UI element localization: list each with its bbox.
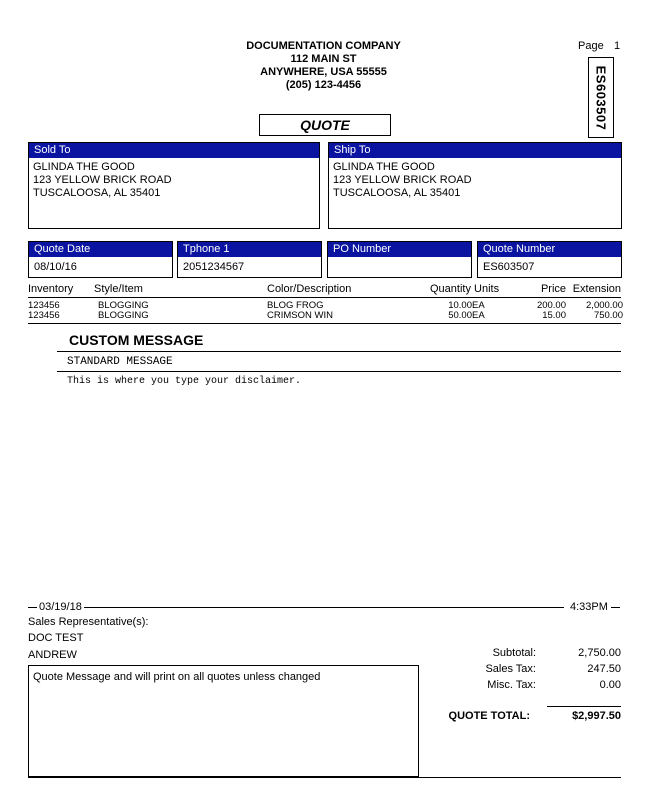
message-rule-top (57, 351, 621, 352)
subtotal-label: Subtotal: (492, 647, 536, 659)
total-rule (547, 706, 621, 707)
col-qty-units: Quantity Units (430, 283, 500, 295)
company-header (0, 40, 647, 92)
footer-rule-left (28, 607, 37, 608)
document-id-box (588, 57, 614, 138)
item-style: BLOGGING (98, 300, 149, 311)
page-number: 1 (614, 40, 621, 52)
document-id-vertical: ES603507 (593, 65, 609, 130)
po-number-box (327, 241, 472, 278)
sold-to-box (28, 142, 320, 229)
phone-label: Tphone 1 (178, 242, 321, 257)
quote-number-label: Quote Number (478, 242, 621, 257)
header-rule (28, 297, 621, 298)
po-number-label: PO Number (328, 242, 471, 257)
phone-box (177, 241, 322, 278)
item-qty: 50.00 (448, 310, 472, 321)
quote-date-label: Quote Date (29, 242, 172, 257)
ship-to-line: GLINDA THE GOOD (333, 161, 435, 173)
sales-tax-value: 247.50 (587, 663, 621, 675)
sold-to-header: Sold To (29, 143, 319, 158)
footer-date: 03/19/18 (39, 601, 82, 613)
item-unit: EA (472, 310, 485, 321)
item-inventory: 123456 (28, 300, 60, 311)
ship-to-address (329, 158, 621, 203)
misc-tax-label: Misc. Tax: (487, 679, 536, 691)
item-extension: 750.00 (593, 310, 623, 321)
sales-rep: ANDREW (28, 649, 77, 661)
col-price: Price (540, 283, 566, 295)
document-title: QUOTE (259, 114, 391, 136)
message-rule-bottom (57, 371, 621, 372)
footer-time: 4:33PM (570, 601, 608, 613)
disclaimer: This is where you type your disclaimer. (67, 376, 302, 387)
company-street: 112 MAIN ST (290, 53, 357, 65)
item-color: CRIMSON WIN (267, 310, 333, 321)
item-price: 200.00 (536, 300, 566, 311)
company-name: DOCUMENTATION COMPANY (246, 40, 401, 52)
quote-total-value: $2,997.50 (572, 710, 621, 722)
po-number-value (328, 257, 471, 263)
item-style: BLOGGING (98, 310, 149, 321)
ship-to-header: Ship To (329, 143, 621, 158)
quote-message-box (28, 665, 419, 777)
col-style: Style/Item (94, 283, 143, 295)
misc-tax-value: 0.00 (599, 679, 621, 691)
quote-number-value: ES603507 (483, 261, 535, 273)
item-price: 15.00 (542, 310, 566, 321)
sold-to-line: GLINDA THE GOOD (33, 161, 135, 173)
col-inventory: Inventory (28, 283, 74, 295)
standard-message: STANDARD MESSAGE (67, 356, 173, 368)
ship-to-line: 123 YELLOW BRICK ROAD (333, 174, 472, 186)
subtotal-value: 2,750.00 (578, 647, 621, 659)
col-extension: Extension (572, 283, 621, 295)
company-phone: (205) 123-4456 (285, 79, 362, 91)
page-label: Page (578, 40, 604, 52)
sales-rep-label: Sales Representative(s): (28, 616, 149, 628)
sold-to-address (29, 158, 319, 203)
item-unit: EA (472, 300, 485, 311)
bottom-rule (28, 777, 621, 778)
ship-to-line: TUSCALOOSA, AL 35401 (333, 187, 461, 199)
items-rule (28, 323, 621, 324)
footer-rule (84, 607, 564, 608)
sold-to-line: 123 YELLOW BRICK ROAD (33, 174, 172, 186)
quote-total-label: QUOTE TOTAL: (448, 710, 530, 722)
company-city: ANYWHERE, USA 55555 (260, 66, 387, 78)
quote-date-value: 08/10/16 (34, 261, 77, 273)
footer-rule-right (611, 607, 620, 608)
quote-message: Quote Message and will print on all quotes unless changed (33, 671, 321, 683)
sales-rep: DOC TEST (28, 632, 84, 644)
quote-date-box (28, 241, 173, 278)
col-color: Color/Description (267, 283, 352, 295)
custom-message: CUSTOM MESSAGE (69, 332, 204, 348)
item-color: BLOG FROG (267, 300, 324, 311)
item-extension: 2,000.00 (586, 300, 623, 311)
sold-to-line: TUSCALOOSA, AL 35401 (33, 187, 161, 199)
item-qty: 10.00 (448, 300, 472, 311)
item-inventory: 123456 (28, 310, 60, 321)
ship-to-box (328, 142, 622, 229)
quote-number-box (477, 241, 622, 278)
sales-tax-label: Sales Tax: (485, 663, 536, 675)
phone-value: 2051234567 (183, 261, 245, 273)
